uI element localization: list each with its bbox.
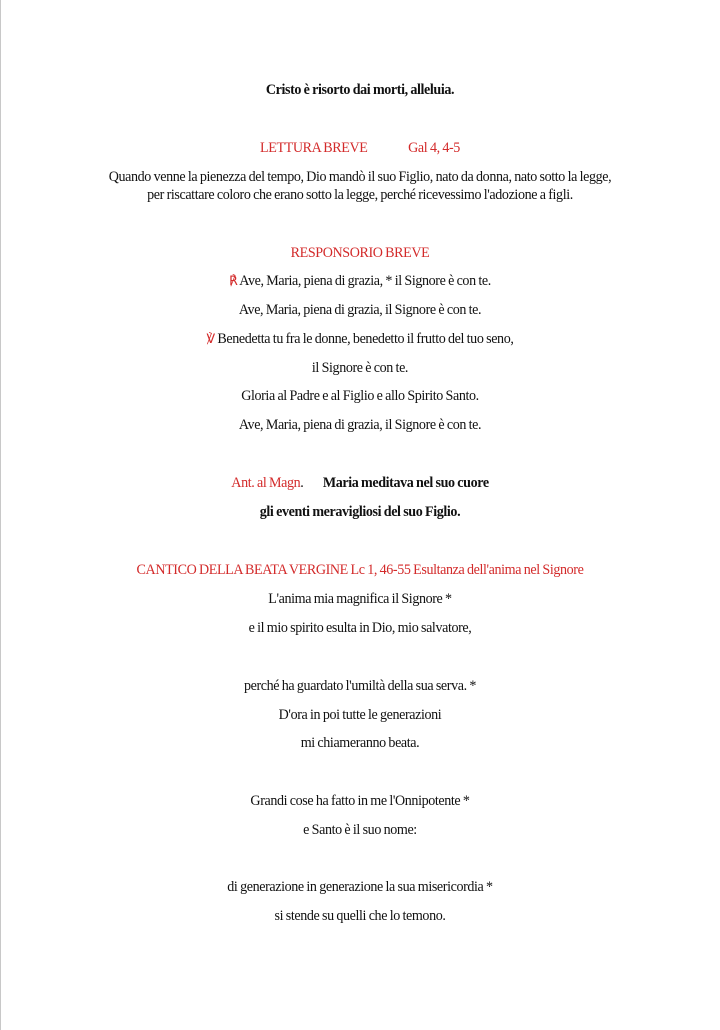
cantico-line-8: di generazione in generazione la sua misericordia * <box>227 879 493 895</box>
responsorio-breve-heading: RESPONSORIO BREVE <box>290 245 430 261</box>
lettura-breve-heading: LETTURA BREVE <box>260 140 368 156</box>
cantico-line-4: D'ora in poi tutte le generazioni <box>278 707 442 723</box>
page-edge <box>0 0 1 1030</box>
responsorio-line-4: il Signore è con te. <box>311 360 409 376</box>
responsorio-text-3: Benedetta tu fra le donne, benedetto il frutto del tuo seno, <box>217 331 514 347</box>
antifona-text-1: Maria meditava nel suo cuore <box>322 475 489 491</box>
cantico-line-9: si stende su quelli che lo temono. <box>274 908 446 924</box>
responsorio-line-3 <box>11 330 709 348</box>
responsorio-line-1 <box>11 272 709 290</box>
cantico-line-3: perché ha guardato l'umiltà della sua serva. * <box>243 678 477 694</box>
responsorio-line-6: Ave, Maria, piena di grazia, il Signore è con te. <box>238 417 482 433</box>
response-symbol: ℟ <box>229 273 238 288</box>
intro-acclamation: Cristo è risorto dai morti, alleluia. <box>265 82 455 98</box>
cantico-heading: CANTICO DELLA BEATA VERGINE Lc 1, 46-55 Esultanza dell'anima nel Signore <box>136 562 584 578</box>
cantico-line-1: L'anima mia magnifica il Signore * <box>268 591 452 607</box>
lettura-breve-reference: Gal 4, 4-5 <box>408 140 460 156</box>
responsorio-text-1: Ave, Maria, piena di grazia, * il Signore è con te. <box>239 273 491 289</box>
antifona-label: Ant. al Magn <box>231 475 301 491</box>
antifona-dot: . <box>300 475 304 491</box>
document-page <box>11 0 709 1030</box>
lettura-breve-line-2: per riscattare coloro che erano sotto la legge, perché ricevessimo l'adozione a figli. <box>147 187 573 203</box>
cantico-line-7: e Santo è il suo nome: <box>303 822 417 838</box>
verse-symbol: ℣ <box>206 331 215 346</box>
lettura-breve-header <box>11 139 709 157</box>
responsorio-line-5: Gloria al Padre e al Figlio e allo Spirito Santo. <box>241 388 479 404</box>
cantico-line-2: e il mio spirito esulta in Dio, mio salvatore, <box>248 620 472 636</box>
cantico-line-6: Grandi cose ha fatto in me l'Onnipotente * <box>250 793 470 809</box>
antifona-line-2: gli eventi meravigliosi del suo Figlio. <box>259 504 461 520</box>
cantico-line-5: mi chiameranno beata. <box>300 735 420 751</box>
responsorio-line-2: Ave, Maria, piena di grazia, il Signore è con te. <box>238 302 482 318</box>
lettura-breve-line-1: Quando venne la pienezza del tempo, Dio mandò il suo Figlio, nato da donna, nato sotto la legge, <box>108 169 612 185</box>
antifona-line-1 <box>11 474 709 492</box>
